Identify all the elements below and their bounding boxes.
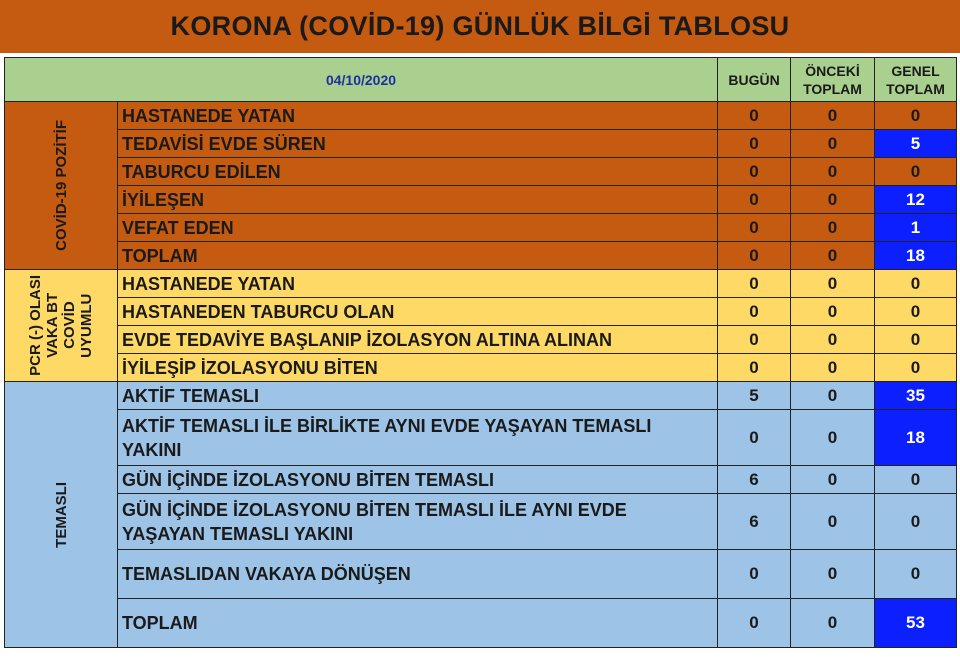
cell-previous: 0 — [791, 214, 875, 242]
table-row — [5, 102, 957, 130]
cell-previous: 0 — [791, 599, 875, 648]
cell-total: 0 — [875, 102, 957, 130]
cell-previous: 0 — [791, 326, 875, 354]
col-previous-line2: TOPLAM — [803, 80, 862, 97]
col-general-header — [875, 58, 957, 102]
section-name-line: COVİD — [61, 301, 78, 350]
cell-previous: 0 — [791, 494, 875, 550]
section-contacts-label — [5, 382, 118, 648]
cell-total: 0 — [875, 326, 957, 354]
row-label: GÜN İÇİNDE İZOLASYONU BİTEN TEMASLI — [118, 466, 718, 494]
cell-total: 35 — [875, 382, 957, 410]
cell-total: 0 — [875, 494, 957, 550]
cell-today: 0 — [718, 186, 791, 214]
col-previous-header — [791, 58, 875, 102]
table-row — [5, 494, 957, 550]
row-label: HASTANEDE YATAN — [118, 102, 718, 130]
cell-total: 0 — [875, 298, 957, 326]
row-label: İYİLEŞEN — [118, 186, 718, 214]
col-previous-line1: ÖNCEKİ — [805, 62, 860, 79]
cell-previous: 0 — [791, 354, 875, 382]
table-row — [5, 550, 957, 599]
cell-today: 6 — [718, 494, 791, 550]
cell-previous: 0 — [791, 242, 875, 270]
cell-previous: 0 — [791, 466, 875, 494]
row-label: TEMASLIDAN VAKAYA DÖNÜŞEN — [118, 550, 718, 599]
cell-total: 18 — [875, 242, 957, 270]
cell-today: 0 — [718, 214, 791, 242]
cell-previous: 0 — [791, 102, 875, 130]
cell-today: 0 — [718, 102, 791, 130]
title-bar — [0, 0, 960, 53]
cell-previous: 0 — [791, 550, 875, 599]
section-pcr-negative-label — [5, 270, 118, 382]
cell-today: 0 — [718, 326, 791, 354]
table-row — [5, 186, 957, 214]
table-row — [5, 270, 957, 298]
info-table — [4, 57, 957, 648]
table-row — [5, 158, 957, 186]
cell-today: 5 — [718, 382, 791, 410]
table-row — [5, 242, 957, 270]
cell-previous: 0 — [791, 298, 875, 326]
table-row — [5, 410, 957, 466]
table-row — [5, 599, 957, 648]
col-today-header: BUGÜN — [718, 58, 791, 102]
cell-total: 0 — [875, 270, 957, 298]
table-row — [5, 466, 957, 494]
cell-total: 0 — [875, 550, 957, 599]
cell-today: 0 — [718, 158, 791, 186]
cell-total: 0 — [875, 158, 957, 186]
section-name-line: TEMASLI — [52, 481, 70, 548]
row-label: TABURCU EDİLEN — [118, 158, 718, 186]
cell-previous: 0 — [791, 158, 875, 186]
row-label: TEDAVİSİ EVDE SÜREN — [118, 130, 718, 158]
row-label: EVDE TEDAVİYE BAŞLANIP İZOLASYON ALTINA ALINAN — [118, 326, 718, 354]
section-name-line: VAKA BT — [44, 293, 61, 358]
cell-today: 0 — [718, 270, 791, 298]
col-general-line1: GENEL — [891, 62, 940, 79]
cell-previous: 0 — [791, 410, 875, 466]
section-name-line: COVİD-19 POZİTİF — [52, 120, 70, 251]
row-label: VEFAT EDEN — [118, 214, 718, 242]
table-row — [5, 326, 957, 354]
table-row — [5, 354, 957, 382]
row-label: İYİLEŞİP İZOLASYONU BİTEN — [118, 354, 718, 382]
row-label: TOPLAM — [118, 242, 718, 270]
cell-previous: 0 — [791, 130, 875, 158]
table-row — [5, 214, 957, 242]
cell-previous: 0 — [791, 382, 875, 410]
cell-total: 12 — [875, 186, 957, 214]
report-date: 04/10/2020 — [5, 58, 718, 102]
cell-today: 6 — [718, 466, 791, 494]
row-label: AKTİF TEMASLI — [118, 382, 718, 410]
section-covid-positive-label — [5, 102, 118, 270]
cell-today: 0 — [718, 410, 791, 466]
cell-total: 53 — [875, 599, 957, 648]
page-title: KORONA (COVİD-19) GÜNLÜK BİLGİ TABLOSU — [170, 11, 790, 41]
row-label: AKTİF TEMASLI İLE BİRLİKTE AYNI EVDE YAŞAYAN TEMASLI YAKINI — [118, 410, 718, 466]
table-row — [5, 298, 957, 326]
row-label: HASTANEDE YATAN — [118, 270, 718, 298]
header-row — [5, 58, 957, 102]
cell-total: 0 — [875, 354, 957, 382]
section-name-line: PCR (-) OLASI — [27, 275, 44, 376]
cell-total: 5 — [875, 130, 957, 158]
row-label: GÜN İÇİNDE İZOLASYONU BİTEN TEMASLI İLE AYNI EVDE YAŞAYAN TEMASLI YAKINI — [118, 494, 718, 550]
row-label: HASTANEDEN TABURCU OLAN — [118, 298, 718, 326]
cell-previous: 0 — [791, 270, 875, 298]
section-name-line: UYUMLU — [78, 293, 95, 358]
cell-total: 18 — [875, 410, 957, 466]
row-label: TOPLAM — [118, 599, 718, 648]
cell-total: 0 — [875, 466, 957, 494]
table-row — [5, 382, 957, 410]
table-row — [5, 130, 957, 158]
cell-total: 1 — [875, 214, 957, 242]
cell-today: 0 — [718, 298, 791, 326]
cell-today: 0 — [718, 130, 791, 158]
cell-today: 0 — [718, 599, 791, 648]
cell-previous: 0 — [791, 186, 875, 214]
cell-today: 0 — [718, 242, 791, 270]
cell-today: 0 — [718, 354, 791, 382]
col-general-line2: TOPLAM — [886, 80, 945, 97]
cell-today: 0 — [718, 550, 791, 599]
